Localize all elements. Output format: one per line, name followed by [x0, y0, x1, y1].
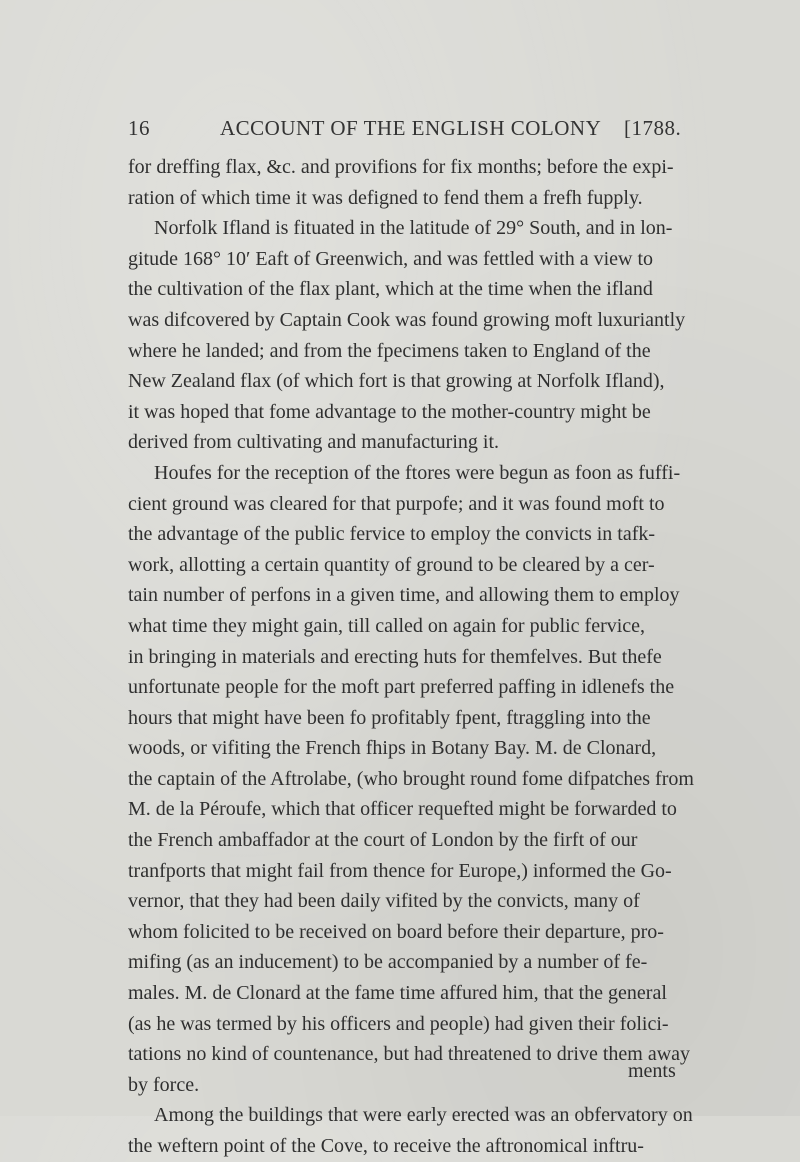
text-line: in bringing in materials and erecting huts for themfelves. But thefe [128, 645, 662, 668]
running-year: [1788. [624, 116, 682, 140]
text-line: (as he was termed by his officers and people) had given their folici- [128, 1012, 669, 1035]
text-line: mifing (as an inducement) to be accompanied by a number of fe- [128, 951, 648, 974]
paragraph-start-line: Norfolk Ifland is fituated in the latitude of 29° South, and in lon- [154, 217, 673, 240]
text-line: work, allotting a certain quantity of ground to be cleared by a cer- [128, 553, 655, 576]
paragraph-start-line: Among the buildings that were early erected was an obfervatory on [154, 1104, 693, 1127]
running-head [128, 116, 700, 150]
text-line: cient ground was cleared for that purpofe; and it was found moft to [128, 492, 665, 515]
running-title: ACCOUNT OF THE ENGLISH COLONY [220, 116, 602, 140]
text-line: tain number of perfons in a given time, and allowing them to employ [128, 584, 680, 607]
page-number: 16 [128, 116, 150, 140]
text-line: where he landed; and from the fpecimens taken to England of the [128, 339, 651, 362]
text-line: whom folicited to be received on board before their departure, pro- [128, 920, 664, 943]
text-line: for dreffing flax, &c. and provifions for fix months; before the expi- [128, 156, 674, 178]
catchword: ments [628, 1060, 676, 1082]
text-line: unfortunate people for the moft part preferred paffing in idlenefs the [128, 676, 675, 699]
text-line: the weftern point of the Cove, to receive the aftronomical inftru- [128, 1135, 644, 1157]
text-line: what time they might gain, till called on again for public fervice, [128, 614, 646, 637]
paragraph-start-line: Houfes for the reception of the ftores were begun as foon as fuffi- [154, 461, 681, 484]
text-line: ration of which time it was defigned to fend them a frefh fupply. [128, 186, 643, 209]
text-line: the captain of the Aftrolabe, (who brought round fome difpatches from [128, 767, 694, 790]
text-line: derived from cultivating and manufacturing it. [128, 431, 499, 454]
body-text [128, 152, 694, 1162]
text-line: New Zealand flax (of which fort is that growing at Norfolk Ifland), [128, 370, 665, 393]
text-line: the cultivation of the flax plant, which at the time when the ifland [128, 278, 653, 301]
text-line: it was hoped that fome advantage to the mother-country might be [128, 400, 651, 423]
text-line: males. M. de Clonard at the fame time affured him, that the general [128, 982, 667, 1005]
text-line: hours that might have been fo profitably fpent, ftraggling into the [128, 706, 651, 729]
text-line: was difcovered by Captain Cook was found growing moft luxuriantly [128, 308, 686, 331]
text-line: the French ambaffador at the court of London by the firft of our [128, 829, 638, 852]
text-line: tranfports that might fail from thence for Europe,) informed the Go- [128, 859, 672, 882]
text-line: gitude 168° 10′ Eaft of Greenwich, and was fettled with a view to [128, 247, 653, 270]
text-line: by force. [128, 1073, 200, 1096]
text-line: tations no kind of countenance, but had threatened to drive them away [128, 1043, 691, 1066]
text-line: vernor, that they had been daily vifited by the convicts, many of [128, 890, 640, 913]
text-line: the advantage of the public fervice to employ the convicts in tafk- [128, 523, 656, 546]
text-line: woods, or vifiting the French fhips in Botany Bay. M. de Clonard, [128, 737, 657, 760]
text-line: M. de la Péroufe, which that officer requefted might be forwarded to [128, 798, 677, 821]
